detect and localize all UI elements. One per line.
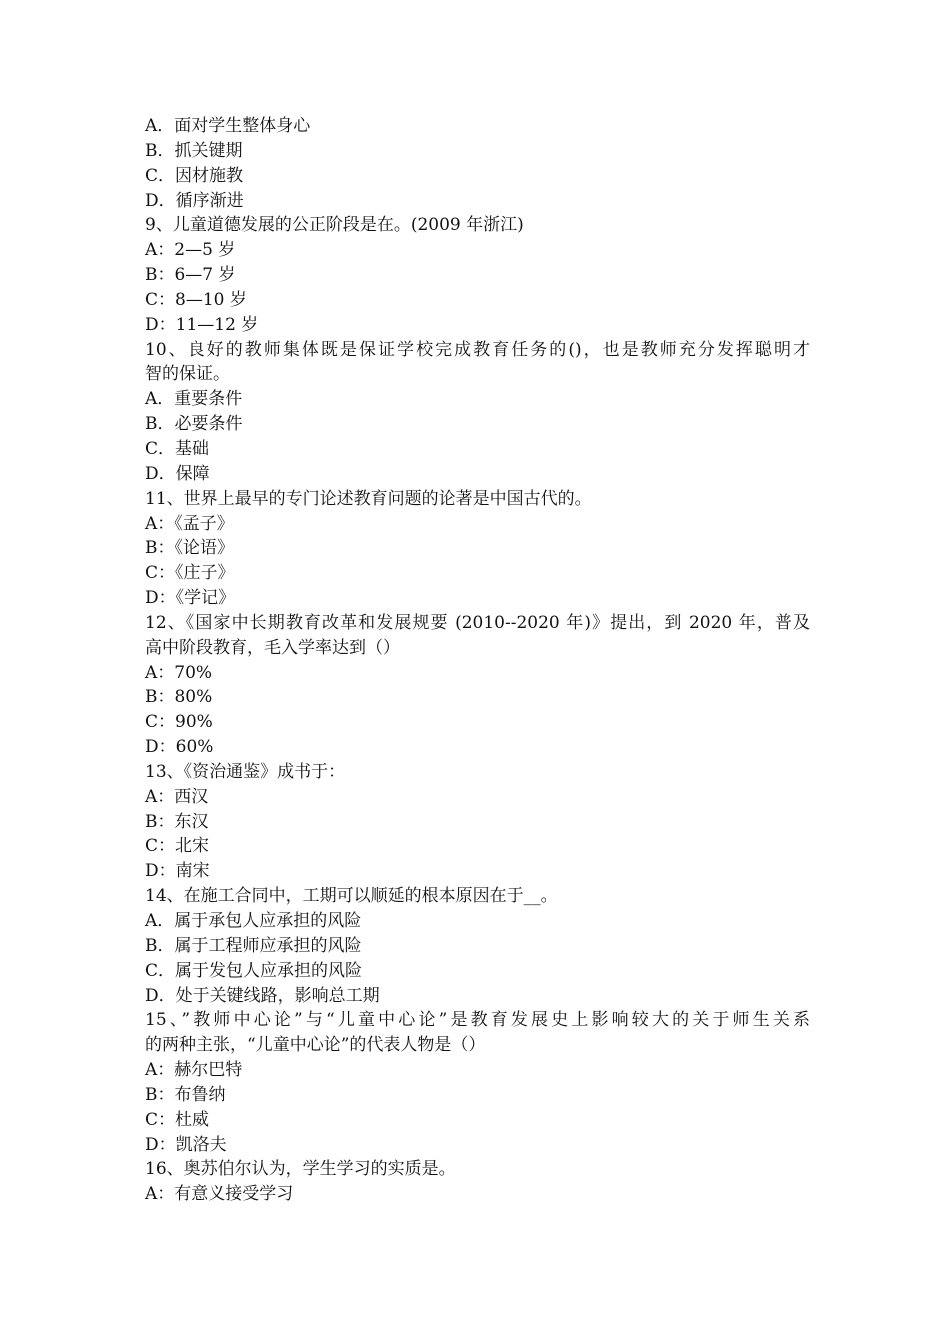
text-line: C：90% [145,712,213,733]
text-line: A：《孟子》 [145,513,234,534]
text-line: D．处于关键线路，影响总工期 [145,985,380,1006]
text-line: D：南宋 [145,861,210,882]
text-line: C：《庄子》 [145,563,235,584]
text-line: D：《学记》 [145,588,236,609]
text-line: B：80% [145,687,213,708]
text-line: B：6—7 岁 [145,265,236,286]
text-line: A：有意义接受学习 [145,1184,294,1205]
question-11: 11、世界上最早的专门论述教育问题的论著是中国古代的。 [145,488,592,509]
text-line: D：60% [145,737,214,758]
text-line: A．面对学生整体身心 [145,116,311,136]
text-line: A：西汉 [145,786,209,807]
text-line: C．基础 [145,438,210,459]
text-line: A．属于承包人应承担的风险 [145,911,362,931]
text-line: B：东汉 [145,811,209,832]
text-line: B：《论语》 [145,538,234,559]
question-14: 14、在施工合同中，工期可以顺延的根本原因在于__。 [145,886,558,907]
document-page [145,114,810,1207]
text-line: C：北宋 [145,836,210,857]
text-line: A：70% [145,662,213,683]
text-line: C：8—10 岁 [145,289,247,310]
question-10: 10、良好的教师集体既是保证学校完成教育任务的()，也是教师充分发挥聪明才 [145,339,810,360]
question-9: 9、儿童道德发展的公正阶段是在。(2009 年浙江) [145,215,524,236]
text-line: D．保障 [145,463,210,484]
question-13: 13、《资治通鉴》成书于： [145,761,346,782]
text-line: C．属于发包人应承担的风险 [145,960,363,981]
text-line: B．抓关键期 [145,140,243,161]
text-line: B．属于工程师应承担的风险 [145,935,362,956]
text-line: D：凯洛夫 [145,1134,227,1155]
text-line: A：2—5 岁 [145,240,236,261]
text-line: C．因材施教 [145,165,244,186]
text-line: C：杜威 [145,1109,210,1130]
text-line: D：11—12 岁 [145,314,259,335]
text-line: 智的保证。 [145,364,230,385]
text-line: D．循序渐进 [145,190,244,211]
question-15: 15、”教师中心论”与“儿童中心论”是教育发展史上影响较大的关于师生关系 [145,1010,810,1031]
text-line: A．重要条件 [145,389,243,410]
text-line: B．必要条件 [145,414,243,435]
text-line: 的两种主张，“儿童中心论”的代表人物是（） [145,1035,486,1056]
text-line: 高中阶段教育，毛入学率达到（） [145,637,400,658]
question-16: 16、奥苏伯尔认为，学生学习的实质是。 [145,1159,456,1180]
question-12: 12、《国家中长期教育改革和发展规要 (2010--2020 年)》提出，到 2020 年，普及 [145,612,810,633]
text-line: B：布鲁纳 [145,1084,226,1105]
text-line: A：赫尔巴特 [145,1060,243,1081]
